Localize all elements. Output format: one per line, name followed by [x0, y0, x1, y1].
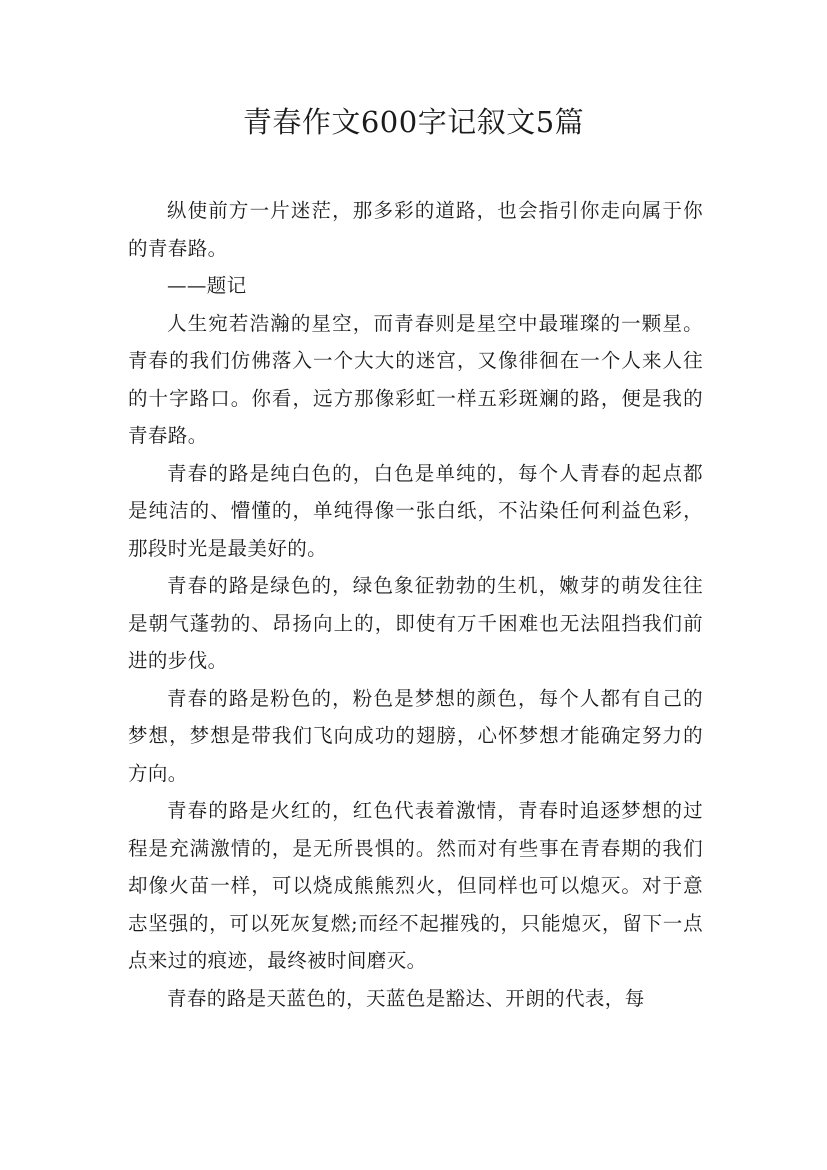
paragraph: 青春的路是绿色的，绿色象征勃勃的生机，嫩芽的萌发往往是朝气蓬勃的、昂扬向上的，即使有万千困难也无法阻挡我们前进的步伐。	[128, 574, 703, 672]
paragraph: 青春的路是火红的，红色代表着激情，青春时追逐梦想的过程是充满激情的，是无所畏惧的。然而对有些事在青春期的我们却像火苗一样，可以烧成熊熊烈火，但同样也可以熄灭。对于意志坚强的，可以死灰复燃;而经不起摧残的，只能熄灭，留下一点点来过的痕迹，最终被时间磨灭。	[128, 799, 703, 972]
paragraph: 青春的路是纯白色的，白色是单纯的，每个人青春的起点都是纯洁的、懵懂的，单纯得像一张白纸，不沾染任何利益色彩，那段时光是最美好的。	[128, 461, 703, 560]
paragraph: 人生宛若浩瀚的星空，而青春则是星空中最璀璨的一颗星。青春的我们仿佛落入一个大大的迷宫，又像徘徊在一个人来人往的十字路口。你看，远方那像彩虹一样五彩斑斓的路，便是我的青春路。	[128, 311, 703, 447]
paragraph: 纵使前方一片迷茫，那多彩的道路，也会指引你走向属于你的青春路。	[128, 199, 703, 260]
paragraph: 青春的路是粉色的，粉色是梦想的颜色，每个人都有自己的梦想，梦想是带我们飞向成功的翅膀，心怀梦想才能确定努力的方向。	[128, 686, 703, 785]
document-title: 青春作文600字记叙文5篇	[242, 105, 585, 139]
paragraph: 青春的路是天蓝色的，天蓝色是豁达、开朗的代表，每	[167, 986, 645, 1010]
document-body	[128, 192, 703, 1017]
paragraph: ——题记	[167, 274, 247, 297]
